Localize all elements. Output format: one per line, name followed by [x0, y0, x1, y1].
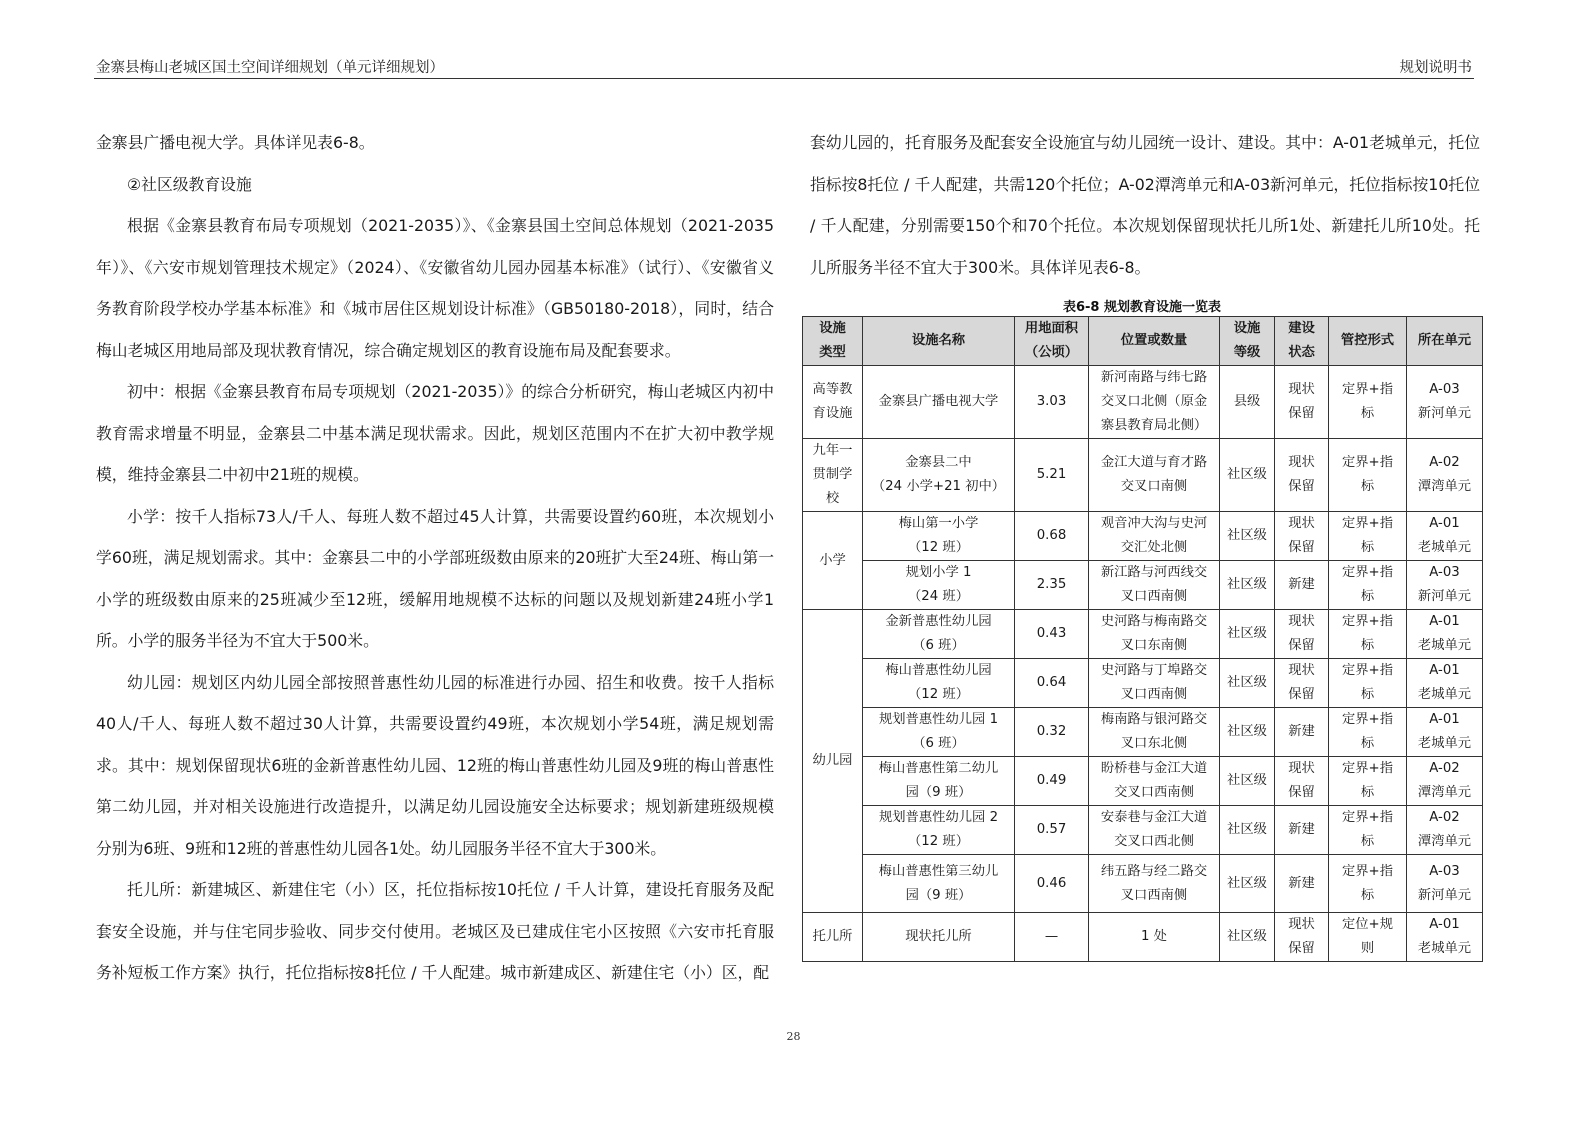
- cell-level: 社区级: [1220, 708, 1275, 757]
- cell-name: 现状托儿所: [863, 913, 1015, 962]
- cell-level: 社区级: [1220, 439, 1275, 512]
- cell-name: 规划小学 1 （24 班）: [863, 561, 1015, 610]
- paragraph-kindergarten: 幼儿园：规划区内幼儿园全部按照普惠性幼儿园的标准进行办园、招生和收费。按千人指标40人/千人、每班人数不超过30人计算，共需要设置约49班，本次规划小学54班，满足规划需求。其中：规划保留现状6班的金新普惠性幼儿园、12班的梅山普惠性幼儿园及9班的梅山普惠性第二幼儿园，并对相关设施进行改造提升，以满足幼儿园设施安全达标要求；规划新建班级规模分别为6班、9班和12班的普惠性幼儿园各1处。幼儿园服务半径不宜大于300米。: [96, 672, 774, 858]
- cell-location: 1 处: [1089, 913, 1220, 962]
- table-row: [803, 610, 1483, 659]
- right-text-column: [810, 122, 1480, 288]
- page-number: 28: [786, 1030, 801, 1043]
- cell-name: 梅山普惠性第三幼儿 园（9 班）: [863, 855, 1015, 913]
- group-higher-education: 高等教 育设施: [803, 366, 863, 439]
- cell-level: 社区级: [1220, 512, 1275, 561]
- cell-name: 金寨县二中 （24 小学+21 初中）: [863, 439, 1015, 512]
- cell-status: 新建: [1275, 855, 1329, 913]
- cell-unit: A-01 老城单元: [1407, 512, 1483, 561]
- cell-area: 0.32: [1015, 708, 1089, 757]
- section-heading-community-education: ②社区级教育设施: [127, 174, 252, 194]
- cell-control: 定位+规 则: [1329, 913, 1407, 962]
- cell-location: 观音冲大沟与史河 交汇处北侧: [1089, 512, 1220, 561]
- cell-level: 社区级: [1220, 855, 1275, 913]
- cell-area: 0.68: [1015, 512, 1089, 561]
- table-row: [803, 659, 1483, 708]
- cell-status: 新建: [1275, 561, 1329, 610]
- table-row: [803, 806, 1483, 855]
- table-row: [803, 757, 1483, 806]
- table-row: [803, 366, 1483, 439]
- header-land-area: 用地面积 （公顷）: [1015, 317, 1089, 366]
- paragraph-junior-high: 初中：根据《金寨县教育布局专项规划（2021-2035）》的综合分析研究，梅山老城区内初中教育需求增量不明显，金寨县二中基本满足现状需求。因此，规划区范围内不在扩大初中教学规模，维持金寨县二中初中21班的规模。: [96, 382, 774, 484]
- cell-level: 县级: [1220, 366, 1275, 439]
- cell-control: 定界+指 标: [1329, 708, 1407, 757]
- cell-location: 纬五路与经二路交 叉口西南侧: [1089, 855, 1220, 913]
- cell-level: 社区级: [1220, 913, 1275, 962]
- header-facility-name: 设施名称: [863, 317, 1015, 366]
- cell-unit: A-03 新河单元: [1407, 366, 1483, 439]
- cell-control: 定界+指 标: [1329, 561, 1407, 610]
- header-facility-level: 设施 等级: [1220, 317, 1275, 366]
- cell-unit: A-01 老城单元: [1407, 913, 1483, 962]
- cell-location: 安泰巷与金江大道 交叉口西北侧: [1089, 806, 1220, 855]
- cell-area: 0.49: [1015, 757, 1089, 806]
- table-row: [803, 512, 1483, 561]
- header-facility-type: 设施 类型: [803, 317, 863, 366]
- cell-area: 0.64: [1015, 659, 1089, 708]
- cell-control: 定界+指 标: [1329, 366, 1407, 439]
- header-construction-status: 建设 状态: [1275, 317, 1329, 366]
- cell-area: 5.21: [1015, 439, 1089, 512]
- cell-name: 金新普惠性幼儿园 （6 班）: [863, 610, 1015, 659]
- cell-unit: A-02 潭湾单元: [1407, 806, 1483, 855]
- header-location: 位置或数量: [1089, 317, 1220, 366]
- cell-status: 现状 保留: [1275, 439, 1329, 512]
- cell-location: 金江大道与育才路 交叉口南侧: [1089, 439, 1220, 512]
- cell-control: 定界+指 标: [1329, 610, 1407, 659]
- document-type: 规划说明书: [1399, 60, 1472, 76]
- document-title: 金寨县梅山老城区国土空间详细规划（单元详细规划）: [96, 60, 444, 76]
- paragraph-basis: 根据《金寨县教育布局专项规划（2021-2035）》、《金寨县国土空间总体规划（2021-2035年）》、《六安市规划管理技术规定》（2024）、《安徽省幼儿园办园基本标准》（试行）、《安徽省义务教育阶段学校办学基本标准》和《城市居住区规划设计标准》（GB50180-2018），同时，结合梅山老城区用地局部及现状教育情况，综合确定规划区的教育设施布局及配套要求。: [96, 216, 774, 360]
- left-text-column: [96, 122, 774, 994]
- education-facilities-table: [802, 316, 1483, 962]
- group-nine-year-school: 九年一 贯制学 校: [803, 439, 863, 512]
- cell-level: 社区级: [1220, 757, 1275, 806]
- table-caption: 表6-8 规划教育设施一览表: [1062, 300, 1221, 315]
- table-row: [803, 561, 1483, 610]
- paragraph-nursery-continued: 套幼儿园的，托育服务及配套安全设施宜与幼儿园统一设计、建设。其中：A-01老城单元，托位指标按8托位 / 千人配建，共需120个托位；A-02潭湾单元和A-03新河单元，托位指标按10托位 / 千人配建，分别需要150个和70个托位。本次规划保留现状托儿所1处、新建托儿所10处。托儿所服务半径不宜大于300米。具体详见表6-8。: [810, 133, 1480, 277]
- cell-location: 史河路与梅南路交 叉口东南侧: [1089, 610, 1220, 659]
- cell-unit: A-02 潭湾单元: [1407, 439, 1483, 512]
- table-row: [803, 439, 1483, 512]
- cell-area: 0.43: [1015, 610, 1089, 659]
- cell-name: 梅山第一小学 （12 班）: [863, 512, 1015, 561]
- cell-control: 定界+指 标: [1329, 806, 1407, 855]
- header-divider: [94, 78, 1474, 79]
- group-kindergarten: 幼儿园: [803, 610, 863, 913]
- cell-location: 新河南路与纬七路 交叉口北侧（原金 寨县教育局北侧）: [1089, 366, 1220, 439]
- cell-control: 定界+指 标: [1329, 855, 1407, 913]
- cell-status: 现状 保留: [1275, 512, 1329, 561]
- header-unit: 所在单元: [1407, 317, 1483, 366]
- cell-control: 定界+指 标: [1329, 439, 1407, 512]
- cell-unit: A-03 新河单元: [1407, 561, 1483, 610]
- cell-area: 3.03: [1015, 366, 1089, 439]
- paragraph-intro: 金寨县广播电视大学。具体详见表6-8。: [96, 133, 375, 152]
- group-primary-school: 小学: [803, 512, 863, 610]
- cell-unit: A-01 老城单元: [1407, 659, 1483, 708]
- cell-unit: A-01 老城单元: [1407, 708, 1483, 757]
- cell-location: 新江路与河西线交 叉口西南侧: [1089, 561, 1220, 610]
- cell-name: 金寨县广播电视大学: [863, 366, 1015, 439]
- cell-status: 现状 保留: [1275, 366, 1329, 439]
- cell-location: 梅南路与银河路交 叉口东北侧: [1089, 708, 1220, 757]
- cell-name: 规划普惠性幼儿园 2 （12 班）: [863, 806, 1015, 855]
- cell-level: 社区级: [1220, 659, 1275, 708]
- cell-status: 现状 保留: [1275, 659, 1329, 708]
- header-control-form: 管控形式: [1329, 317, 1407, 366]
- cell-area: 0.57: [1015, 806, 1089, 855]
- cell-name: 规划普惠性幼儿园 1 （6 班）: [863, 708, 1015, 757]
- table-row: [803, 855, 1483, 913]
- cell-unit: A-02 潭湾单元: [1407, 757, 1483, 806]
- cell-status: 新建: [1275, 806, 1329, 855]
- table-header-row: [803, 317, 1483, 366]
- cell-level: 社区级: [1220, 610, 1275, 659]
- table-row: [803, 913, 1483, 962]
- cell-status: 现状 保留: [1275, 913, 1329, 962]
- cell-level: 社区级: [1220, 806, 1275, 855]
- cell-status: 现状 保留: [1275, 757, 1329, 806]
- cell-area: 0.46: [1015, 855, 1089, 913]
- paragraph-primary: 小学：按千人指标73人/千人、每班人数不超过45人计算，共需要设置约60班，本次规划小学60班，满足规划需求。其中：金寨县二中的小学部班级数由原来的20班扩大至24班、梅山第一小学的班级数由原来的25班减少至12班，缓解用地规模不达标的问题以及规划新建24班小学1所。小学的服务半径为不宜大于500米。: [96, 506, 774, 650]
- cell-level: 社区级: [1220, 561, 1275, 610]
- table-row: [803, 708, 1483, 757]
- cell-location: 史河路与丁埠路交 叉口西南侧: [1089, 659, 1220, 708]
- cell-location: 盼桥巷与金江大道 交叉口西南侧: [1089, 757, 1220, 806]
- cell-control: 定界+指 标: [1329, 659, 1407, 708]
- cell-control: 定界+指 标: [1329, 512, 1407, 561]
- cell-name: 梅山普惠性第二幼儿 园（9 班）: [863, 757, 1015, 806]
- cell-area: —: [1015, 913, 1089, 962]
- cell-status: 现状 保留: [1275, 610, 1329, 659]
- cell-control: 定界+指 标: [1329, 757, 1407, 806]
- cell-unit: A-01 老城单元: [1407, 610, 1483, 659]
- cell-area: 2.35: [1015, 561, 1089, 610]
- cell-name: 梅山普惠性幼儿园 （12 班）: [863, 659, 1015, 708]
- cell-status: 新建: [1275, 708, 1329, 757]
- cell-unit: A-03 新河单元: [1407, 855, 1483, 913]
- paragraph-nursery: 托儿所：新建城区、新建住宅（小）区，托位指标按10托位 / 千人计算，建设托育服务及配套安全设施，并与住宅同步验收、同步交付使用。老城区及已建成住宅小区按照《六安市托育服务补短板工作方案》执行，托位指标按8托位 / 千人配建。城市新建成区、新建住宅（小）区，配: [96, 880, 774, 982]
- group-nursery: 托儿所: [803, 913, 863, 962]
